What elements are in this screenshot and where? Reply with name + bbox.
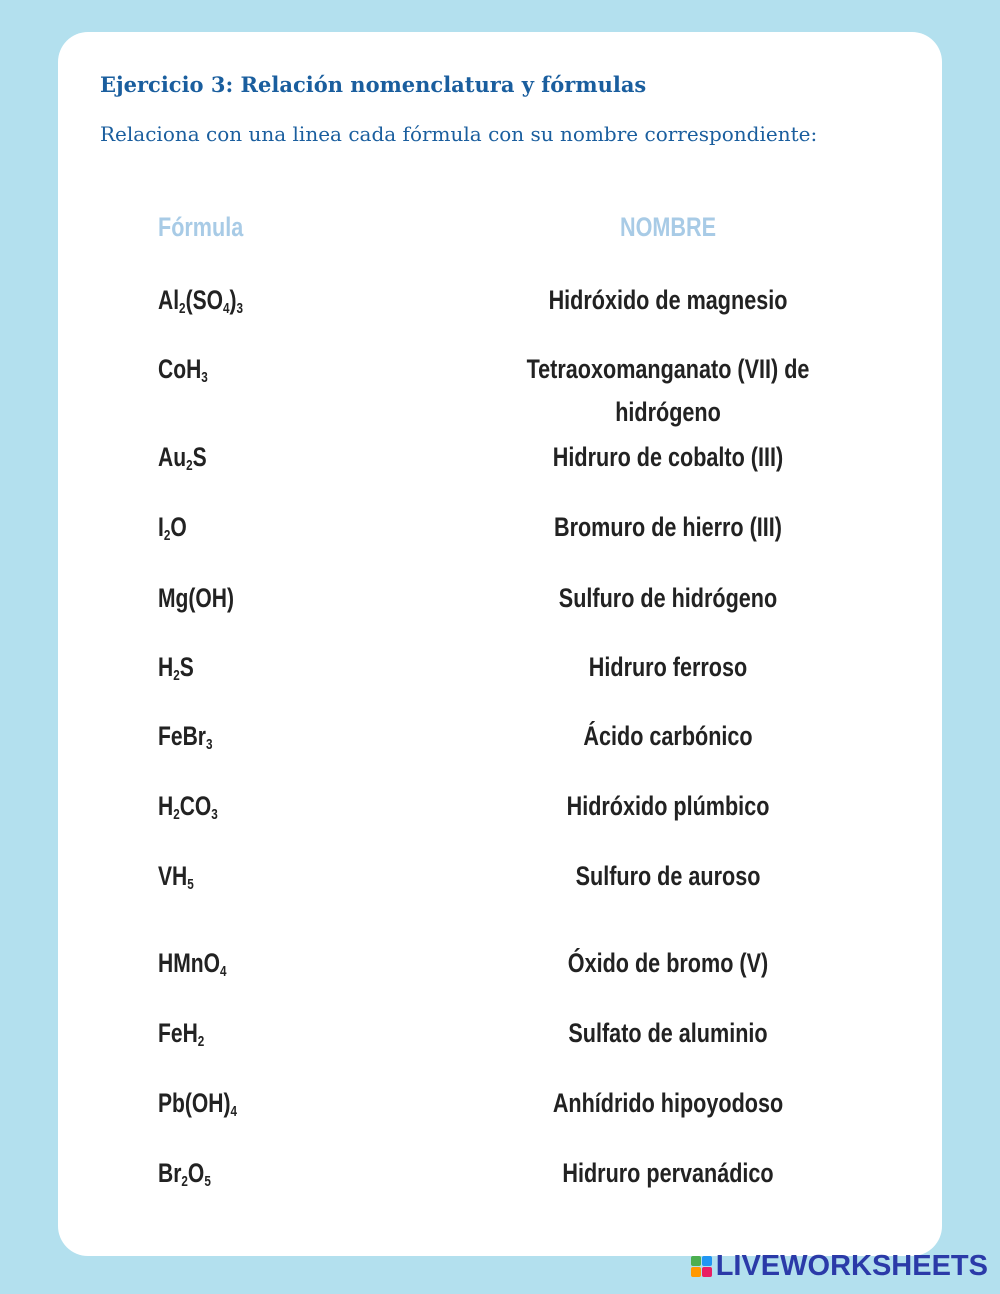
name-item: Ácido carbónico (583, 721, 753, 751)
name-item: Sulfato de aluminio (568, 1018, 768, 1048)
name-column-header: NOMBRE (620, 212, 716, 242)
formula-item: $I_2O$ (158, 512, 187, 544)
name-item: Tetraoxomanganato (VII) de (526, 354, 810, 384)
formula-item: FeBr$_3$ (158, 721, 213, 753)
liveworksheets-logo (691, 1246, 988, 1286)
name-item: Hidróxido de magnesio (548, 285, 788, 315)
name-item: Sulfuro de auroso (575, 861, 761, 891)
formula-item: $Pb(OH)_4$ (158, 1088, 238, 1120)
name-item: Bromuro de hierro (III) (553, 512, 783, 542)
formula-item: CoH$_3$ (158, 354, 208, 386)
exercise-instruction: Relaciona con una linea cada fórmula con su nombre correspondiente: (100, 122, 818, 146)
name-item: Sulfuro de hidrógeno (558, 583, 778, 613)
formula-item: Mg(OH) (158, 583, 235, 613)
worksheet-card (58, 32, 942, 1256)
formula-item: $H_2S$ (158, 652, 194, 684)
formula-column-header: Fórmula (158, 212, 244, 242)
formula-item: HMnO$_4$ (158, 948, 227, 980)
name-item: Hidruro ferroso (588, 652, 748, 682)
logo-mark-icon (691, 1256, 712, 1277)
formula-item: $Au_2S$ (158, 442, 207, 474)
formula-item: $H_2CO_3$ (158, 791, 218, 823)
name-item: hidrógeno (615, 397, 721, 427)
name-item: Anhídrido hipoyodoso (552, 1088, 784, 1118)
name-item: Hidróxido plúmbico (566, 791, 770, 821)
formula-item: $Al_2(SO_4)_3$ (158, 285, 244, 317)
logo-text: LIVEWORKSHEETS (715, 1249, 988, 1282)
formula-item: FeH$_2$ (158, 1018, 205, 1050)
exercise-title: Ejercicio 3: Relación nomenclatura y fórmulas (100, 72, 647, 97)
name-item: Hidruro de cobalto (III) (552, 442, 784, 472)
formula-item: $Br_2O_5$ (158, 1158, 211, 1190)
name-item: Hidruro pervanádico (562, 1158, 774, 1188)
name-item: Óxido de bromo (V) (567, 948, 769, 978)
formula-item: $VH_5$ (158, 861, 194, 893)
